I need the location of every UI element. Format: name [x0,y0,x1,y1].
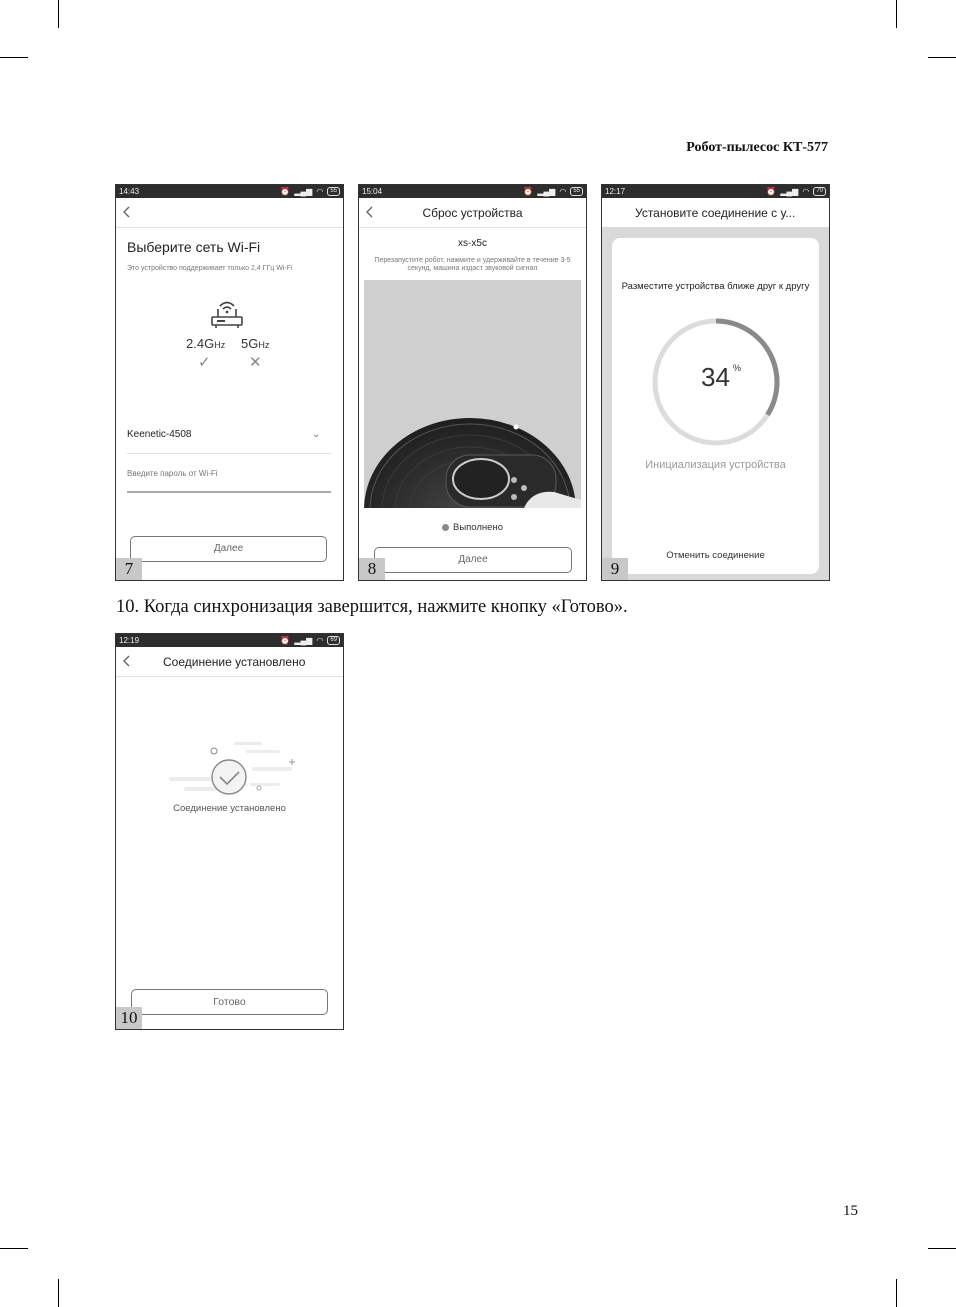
reset-instructions: Перезапустите робот, нажмите и удерживайте в течение 3-5 секунд, машина издаст звуковой сигнал [374,257,571,272]
input-underline [127,491,331,493]
step-number: 8 [359,558,385,580]
status-bar [116,634,343,647]
screen-title: Соединение установлено [163,654,306,669]
signal-icon: ▂▄▆ [294,635,313,645]
battery-icon: 55 [570,187,583,196]
router-icon [209,297,245,331]
crop-mark [58,0,59,28]
chevron-down-icon[interactable]: ⌄ [312,429,321,440]
wifi-icon: ◠ [316,635,324,645]
screen-subtitle: Это устройство поддерживает только 2,4 ГГц Wi-Fi [127,265,293,272]
radio-dot-icon[interactable] [442,524,449,531]
cross-icon: ✕ [249,354,262,371]
screenshot-wifi-select [115,184,344,581]
app-bar [602,198,829,227]
check-icon: ✓ [198,354,211,371]
status-time: 12:19 [119,636,140,645]
crop-mark [928,1248,956,1249]
status-bar [359,185,586,198]
band-24ghz-label: 2.4GHz [186,336,226,351]
status-time: 12:17 [605,187,626,196]
password-input[interactable] [127,469,329,478]
back-arrow-icon[interactable] [120,653,134,669]
percent-sign: % [733,363,742,373]
screen-title: Установите соединение с у... [635,205,796,220]
screenshot-device-reset [358,184,587,581]
done-button[interactable]: Готово [131,989,328,1015]
screen-title: Сброс устройства [422,205,523,220]
wifi-icon: ◠ [559,186,567,196]
wifi-icon: ◠ [802,186,810,196]
app-bar [359,198,586,228]
status-bar [116,185,343,198]
crop-mark [0,1248,28,1249]
cancel-connection-button[interactable]: Отменить соединение [666,550,765,561]
done-status[interactable]: Выполнено [359,522,586,533]
success-check-icon [164,737,299,805]
crop-mark [928,57,956,58]
crop-mark [0,57,28,58]
status-time: 14:43 [119,187,140,196]
step-number: 10 [116,1007,142,1029]
alarm-icon: ⏰ [523,186,534,196]
page-header-title: Робот-пылесос КТ-577 [686,140,828,155]
progress-value: 34 [701,362,730,392]
success-message: Соединение установлено [173,803,286,814]
crop-mark [896,0,897,28]
back-arrow-icon[interactable] [363,204,377,220]
alarm-icon: ⏰ [280,186,291,196]
step-number: 7 [116,558,142,580]
signal-icon: ▂▄▆ [780,186,799,196]
back-arrow-icon[interactable] [120,204,134,220]
divider [127,453,331,454]
app-bar [116,198,343,228]
battery-icon: 70 [813,187,826,196]
step-number: 9 [602,558,628,580]
status-time: 15:04 [362,187,383,196]
next-button[interactable]: Далее [374,547,572,573]
status-bar [602,185,829,198]
alarm-icon: ⏰ [280,635,291,645]
screenshot-connecting [601,184,830,581]
status-text: Инициализация устройства [645,459,786,471]
app-bar [116,647,343,677]
screenshot-connection-established [115,633,344,1030]
screen-title: Выберите сеть Wi-Fi [127,239,261,255]
instruction-text: 10. Когда синхронизация завершится, нажмите кнопку «Готово». [116,597,628,617]
robot-vacuum-photo [364,280,581,508]
next-button[interactable]: Далее [130,536,327,562]
alarm-icon: ⏰ [766,186,777,196]
crop-mark [58,1279,59,1307]
battery-icon: 55 [327,187,340,196]
band-5ghz-label: 5GHz [241,336,270,351]
device-name: xs-x5c [458,238,487,249]
page-number: 15 [843,1203,858,1219]
signal-icon: ▂▄▆ [537,186,556,196]
wifi-icon: ◠ [316,186,324,196]
battery-icon: 69 [327,636,340,645]
network-select[interactable]: Keenetic-4508 [127,429,192,440]
crop-mark [896,1279,897,1307]
signal-icon: ▂▄▆ [294,186,313,196]
placement-hint: Разместите устройства ближе друг к другу [621,281,810,292]
